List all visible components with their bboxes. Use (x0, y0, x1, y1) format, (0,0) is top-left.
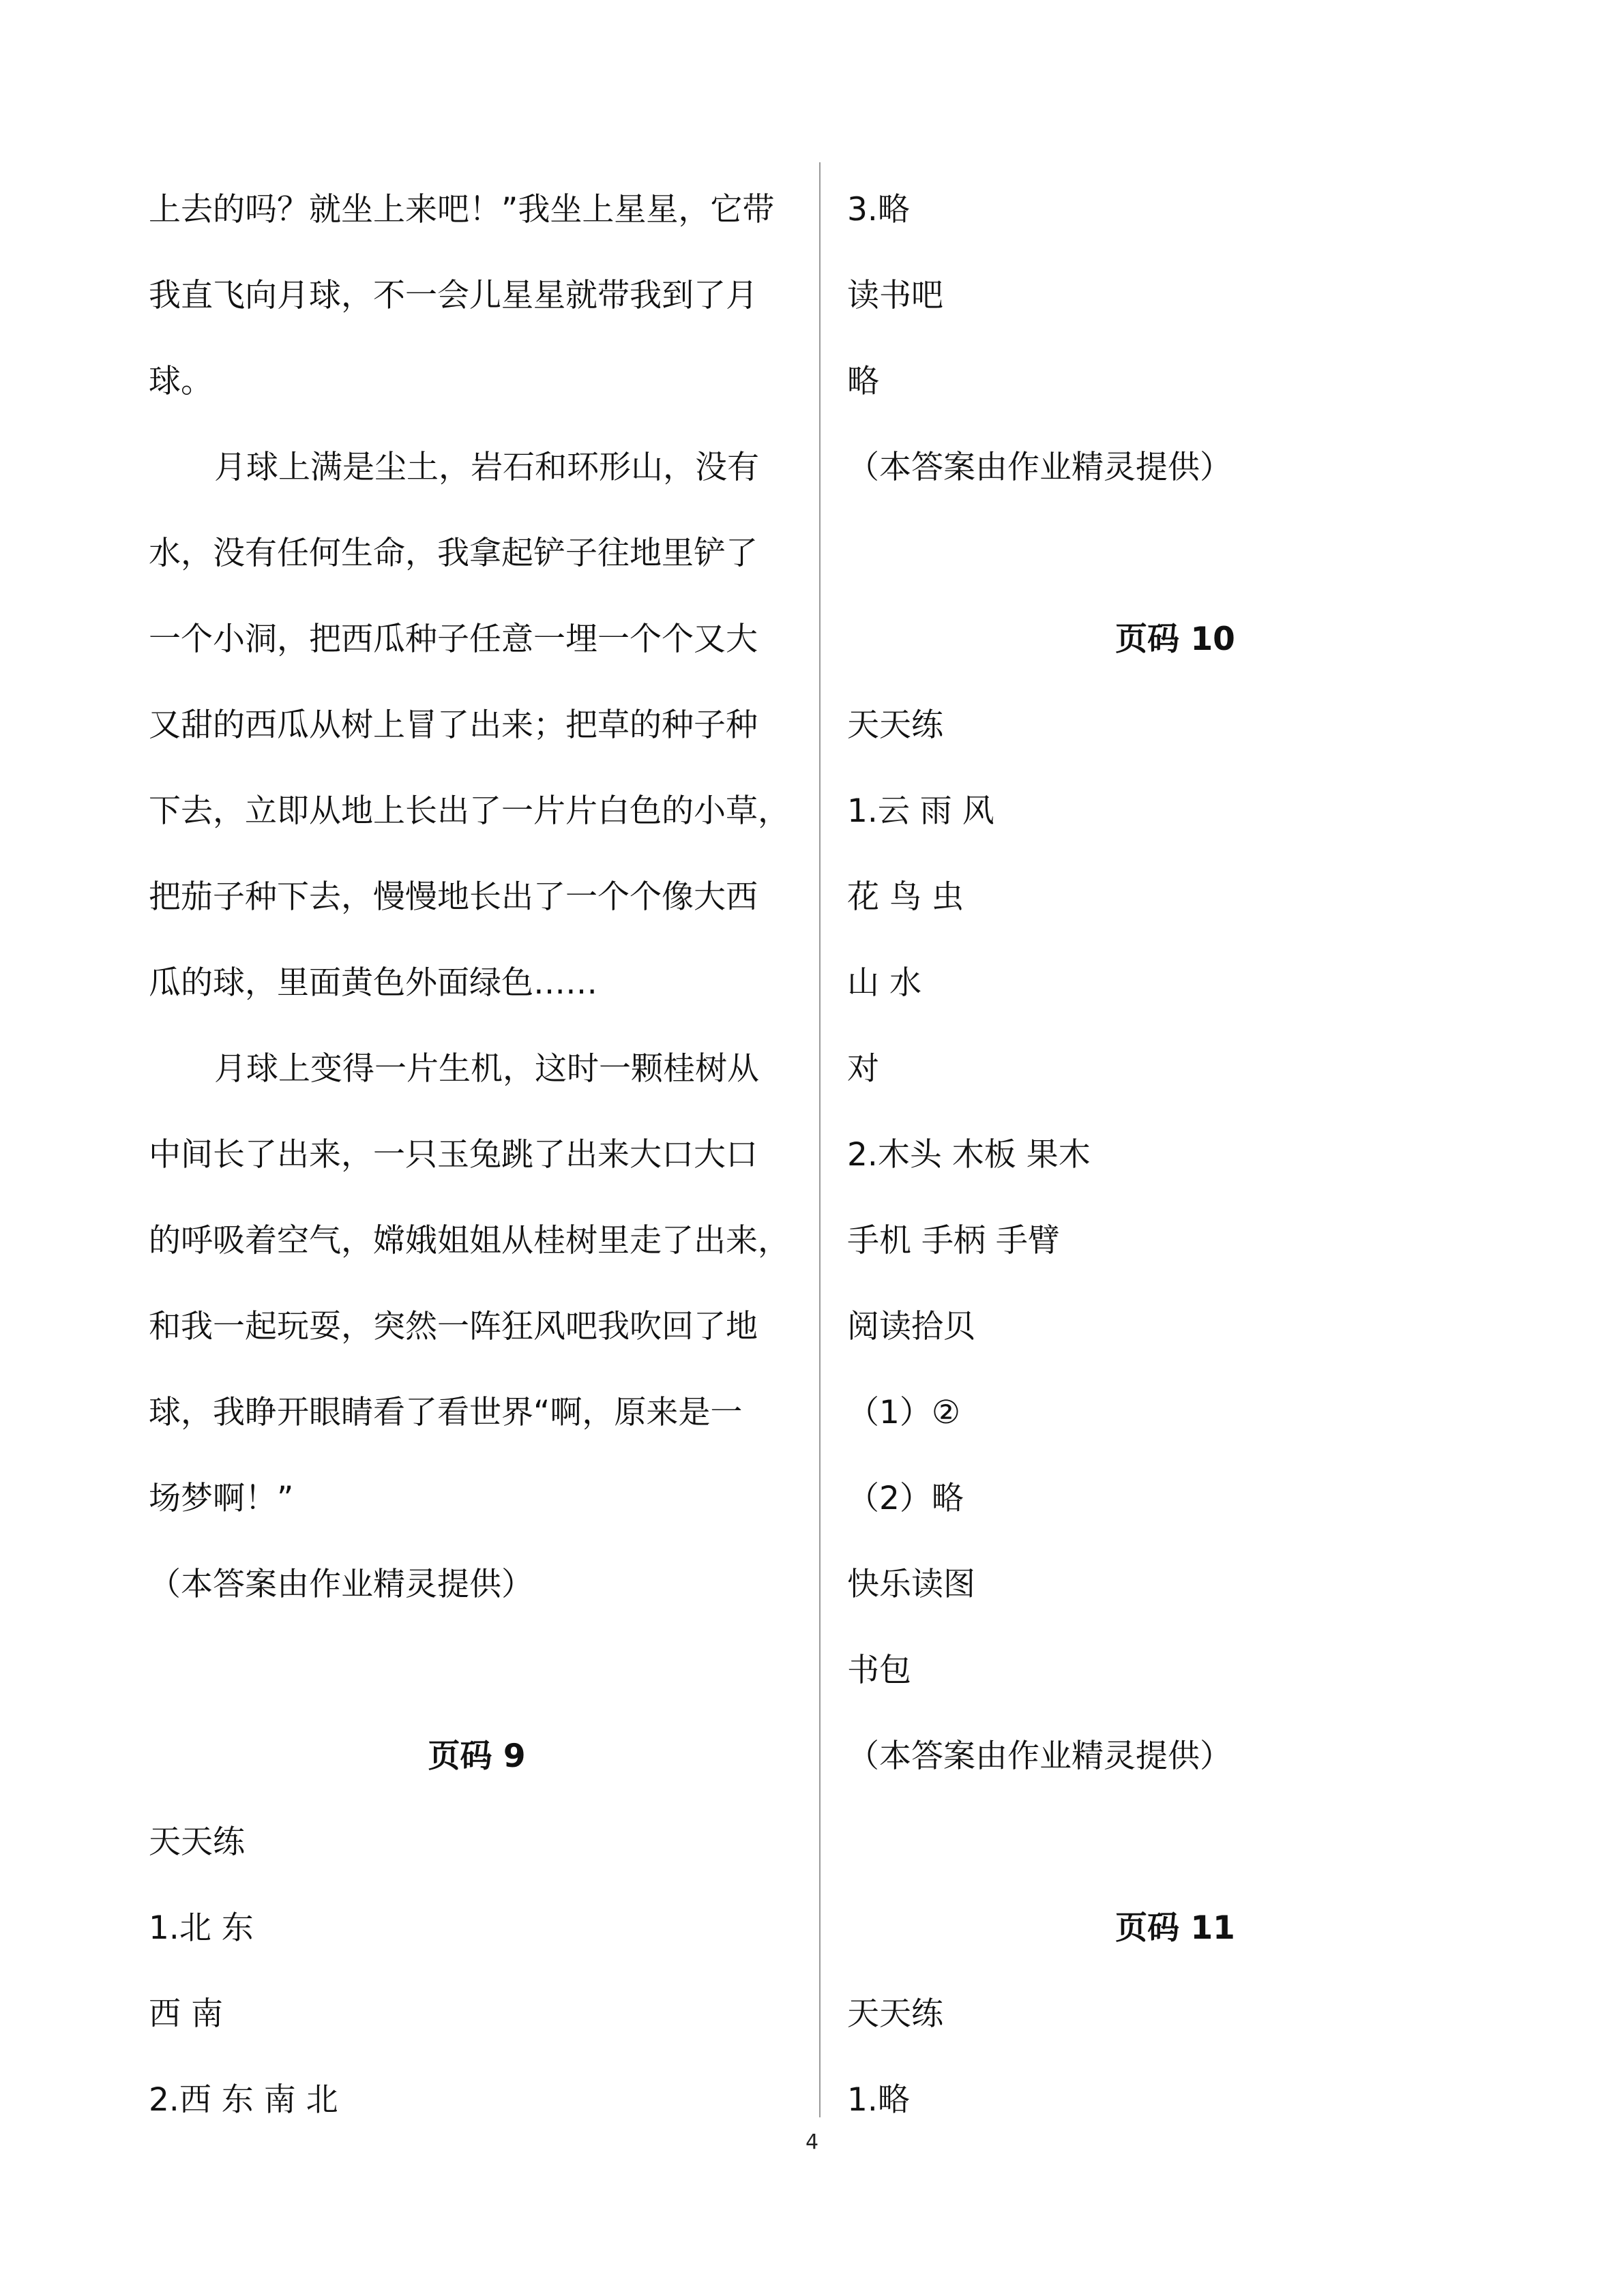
answer-line: 手机 手柄 手臂 (847, 1222, 1060, 1259)
essay-line: 下去，立即从地上长出了一片片白色的小草， (149, 792, 790, 830)
section-label: 读书吧 (847, 277, 943, 314)
essay-line: 中间长了出来，一只玉兔跳了出来大口大口 (149, 1136, 758, 1174)
section-heading-page-11: 页码 11 (1115, 1909, 1235, 1947)
essay-line: 月球上满是尘土，岩石和环形山，没有 (214, 449, 759, 486)
essay-line: 球，我睁开眼睛看了看世界“啊，原来是一 (149, 1394, 743, 1431)
answer-line: （1）② (847, 1394, 961, 1431)
essay-line: 月球上变得一片生机，这时一颗桂树从 (214, 1050, 759, 1088)
essay-line: 又甜的西瓜从树上冒了出来；把草的种子种 (149, 706, 758, 744)
answer-line: 西 南 (149, 1995, 223, 2033)
answer-line: 山 水 (847, 964, 921, 1002)
essay-line: 上去的吗？就坐上来吧！”我坐上星星，它带 (149, 191, 775, 228)
answer-line: 略 (847, 363, 879, 400)
answer-line: 2.西 东 南 北 (149, 2081, 338, 2119)
section-label: 天天练 (847, 706, 943, 744)
section-label: 快乐读图 (847, 1566, 975, 1603)
answer-line: 1.北 东 (149, 1909, 254, 1947)
essay-line: 和我一起玩耍，突然一阵狂风吧我吹回了地 (149, 1308, 758, 1345)
answer-line: 3.略 (847, 191, 910, 228)
section-heading-page-9: 页码 9 (428, 1738, 526, 1775)
answer-line: 花 鸟 虫 (847, 878, 964, 916)
essay-line: 的呼吸着空气，嫦娥姐姐从桂树里走了出来， (149, 1222, 790, 1259)
answer-line: 对 (847, 1050, 879, 1088)
essay-line: 我直飞向月球，不一会儿星星就带我到了月 (149, 277, 758, 314)
essay-line: 水，没有任何生命，我拿起铲子往地里铲了 (149, 535, 758, 572)
section-label: 阅读拾贝 (847, 1308, 975, 1345)
section-label: 天天练 (847, 1995, 943, 2033)
answer-credit: （本答案由作业精灵提供） (847, 449, 1232, 486)
essay-line: 把茄子种下去，慢慢地长出了一个个像大西 (149, 878, 758, 916)
column-divider (819, 162, 821, 2117)
essay-line: 瓜的球，里面黄色外面绿色…… (149, 964, 597, 1002)
answer-line: 1.云 雨 风 (847, 792, 994, 830)
essay-line: 一个小洞，把西瓜种子任意一埋一个个又大 (149, 621, 758, 658)
section-heading-page-10: 页码 10 (1115, 621, 1235, 658)
answer-credit: （本答案由作业精灵提供） (149, 1566, 533, 1603)
answer-line: 2.木头 木板 果木 (847, 1136, 1091, 1174)
answer-line: 1.略 (847, 2081, 910, 2119)
essay-line: 球。 (149, 363, 213, 400)
answer-line: （2）略 (847, 1480, 964, 1517)
answer-credit: （本答案由作业精灵提供） (847, 1738, 1232, 1775)
essay-line: 场梦啊！” (149, 1480, 294, 1517)
page-number: 4 (805, 2130, 819, 2154)
answer-line: 书包 (847, 1652, 911, 1689)
section-label: 天天练 (149, 1823, 245, 1861)
